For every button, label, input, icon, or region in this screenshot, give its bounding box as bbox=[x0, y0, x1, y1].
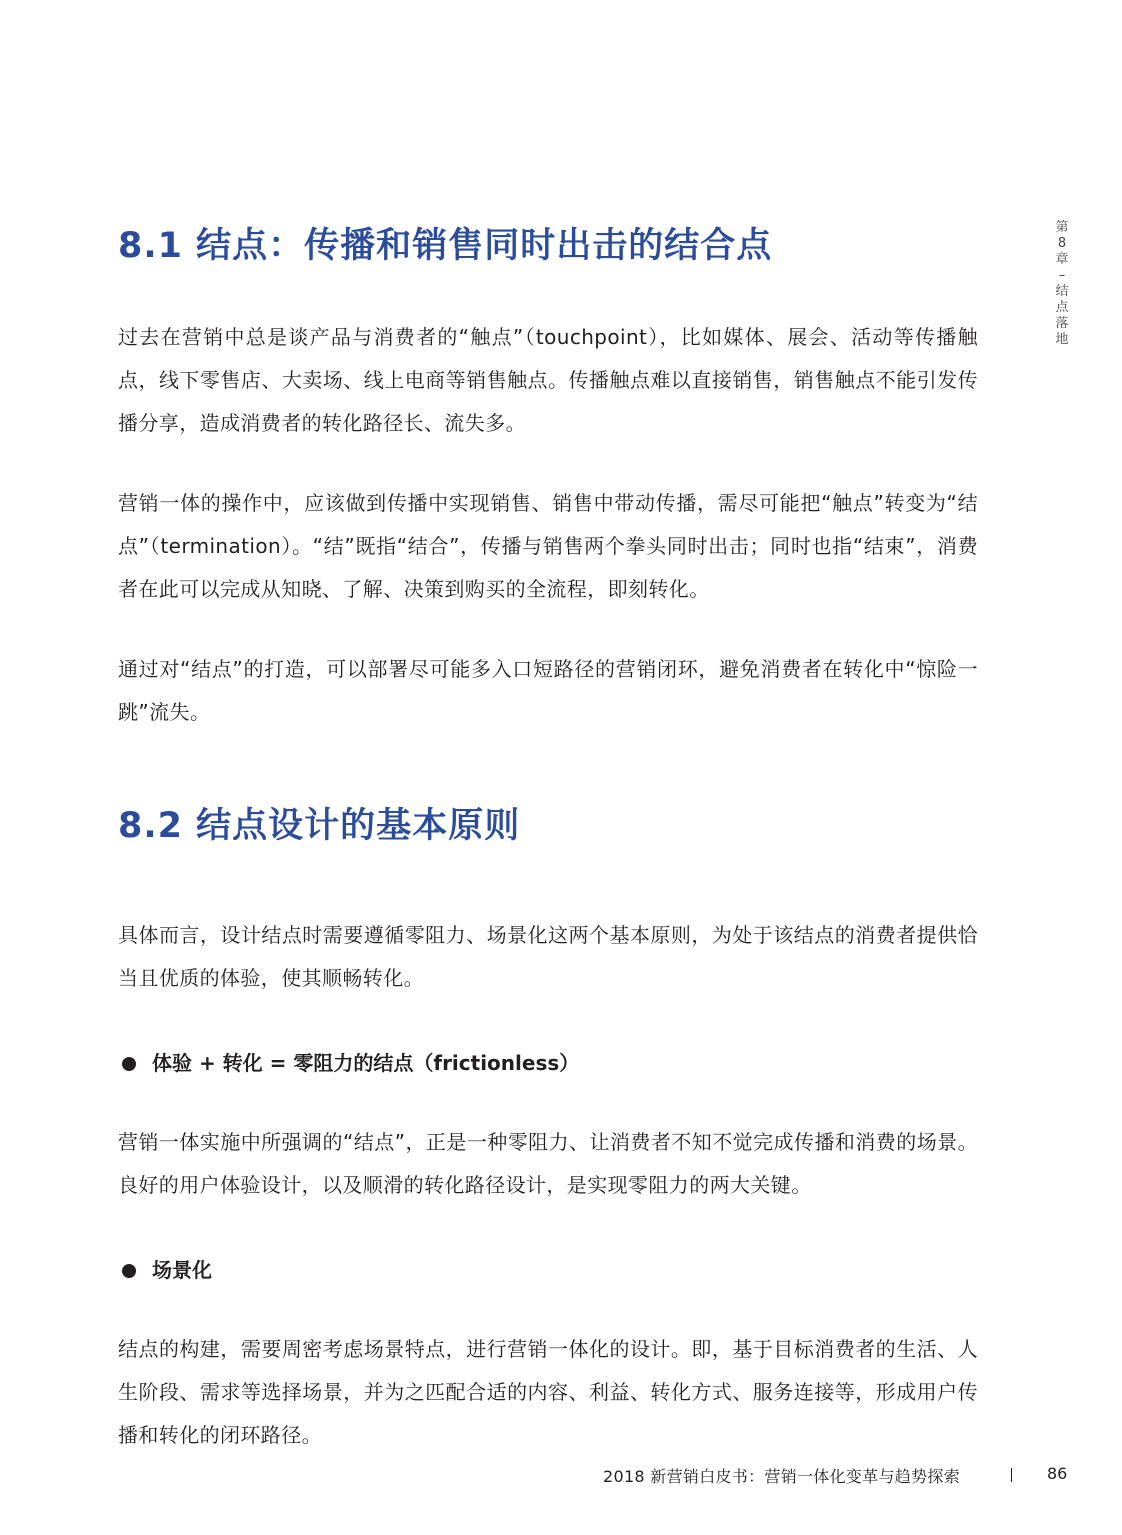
chapter-side-label bbox=[1052, 220, 1072, 348]
footer-divider bbox=[1011, 1468, 1012, 1482]
side-label-char: 地 bbox=[1055, 332, 1069, 347]
bullet-heading-frictionless bbox=[118, 1042, 978, 1085]
footer-title: 2018 新营销白皮书：营销一体化变革与趋势探索 bbox=[602, 1467, 960, 1486]
page-footer bbox=[560, 1460, 1080, 1488]
side-label-char: 结 bbox=[1055, 284, 1069, 299]
paragraph-frictionless: 营销一体实施中所强调的“结点”，正是一种零阻力、让消费者不知不觉完成传播和消费的场景。良好的用户体验设计，以及顺滑的转化路径设计，是实现零阻力的两大关键。 bbox=[118, 1130, 978, 1197]
paragraph-scenario: 结点的构建，需要周密考虑场景特点，进行营销一体化的设计。即，基于目标消费者的生活、人生阶段、需求等选择场景，并为之匹配合适的内容、利益、转化方式、服务连接等，形成用户传播和转化的闭环路径。 bbox=[118, 1337, 978, 1447]
bullet-heading-scenario bbox=[118, 1249, 978, 1292]
section-heading-8-2: 8.2 结点设计的基本原则 bbox=[118, 806, 521, 846]
page-number: 86 bbox=[1047, 1464, 1068, 1483]
side-label-char: 点 bbox=[1055, 300, 1069, 315]
paragraph-touchpoint: 过去在营销中总是谈产品与消费者的“触点”（touchpoint），比如媒体、展会、活动等传播触点，线下零售店、大卖场、线上电商等销售触点。传播触点难以直接销售，销售触点不能引发传播分享，造成消费者的转化路径长、流失多。 bbox=[118, 325, 978, 435]
bullet-dot-icon bbox=[122, 1057, 136, 1071]
paragraph-termination: 营销一体的操作中，应该做到传播中实现销售、销售中带动传播，需尽可能把“触点”转变为“结点”（termination）。“结”既指“结合”，传播与销售两个拳头同时出击；同时也指“结束”，消费者在此可以完成从知晓、了解、决策到购买的全流程，即刻转化。 bbox=[118, 491, 978, 601]
main-content bbox=[118, 218, 978, 1457]
paragraph-closed-loop: 通过对“结点”的打造，可以部署尽可能多入口短路径的营销闭环，避免消费者在转化中“惊险一跳”流失。 bbox=[118, 657, 978, 724]
bullet-heading-text: 场景化 bbox=[152, 1258, 212, 1282]
bullet-dot-icon bbox=[122, 1264, 136, 1278]
side-label-char: 章 bbox=[1055, 252, 1069, 267]
side-label-char: 第 bbox=[1055, 220, 1069, 235]
side-label-char: 落 bbox=[1055, 316, 1069, 331]
paragraph-principles-intro: 具体而言，设计结点时需要遵循零阻力、场景化这两个基本原则，为处于该结点的消费者提供恰当且优质的体验，使其顺畅转化。 bbox=[118, 923, 978, 990]
side-label-char: 8 bbox=[1057, 236, 1067, 251]
section-heading-8-1: 8.1 结点：传播和销售同时出击的结合点 bbox=[118, 226, 773, 266]
bullet-heading-text: 体验 + 转化 = 零阻力的结点（frictionless） bbox=[152, 1051, 580, 1075]
side-label-char: – bbox=[1058, 268, 1066, 283]
